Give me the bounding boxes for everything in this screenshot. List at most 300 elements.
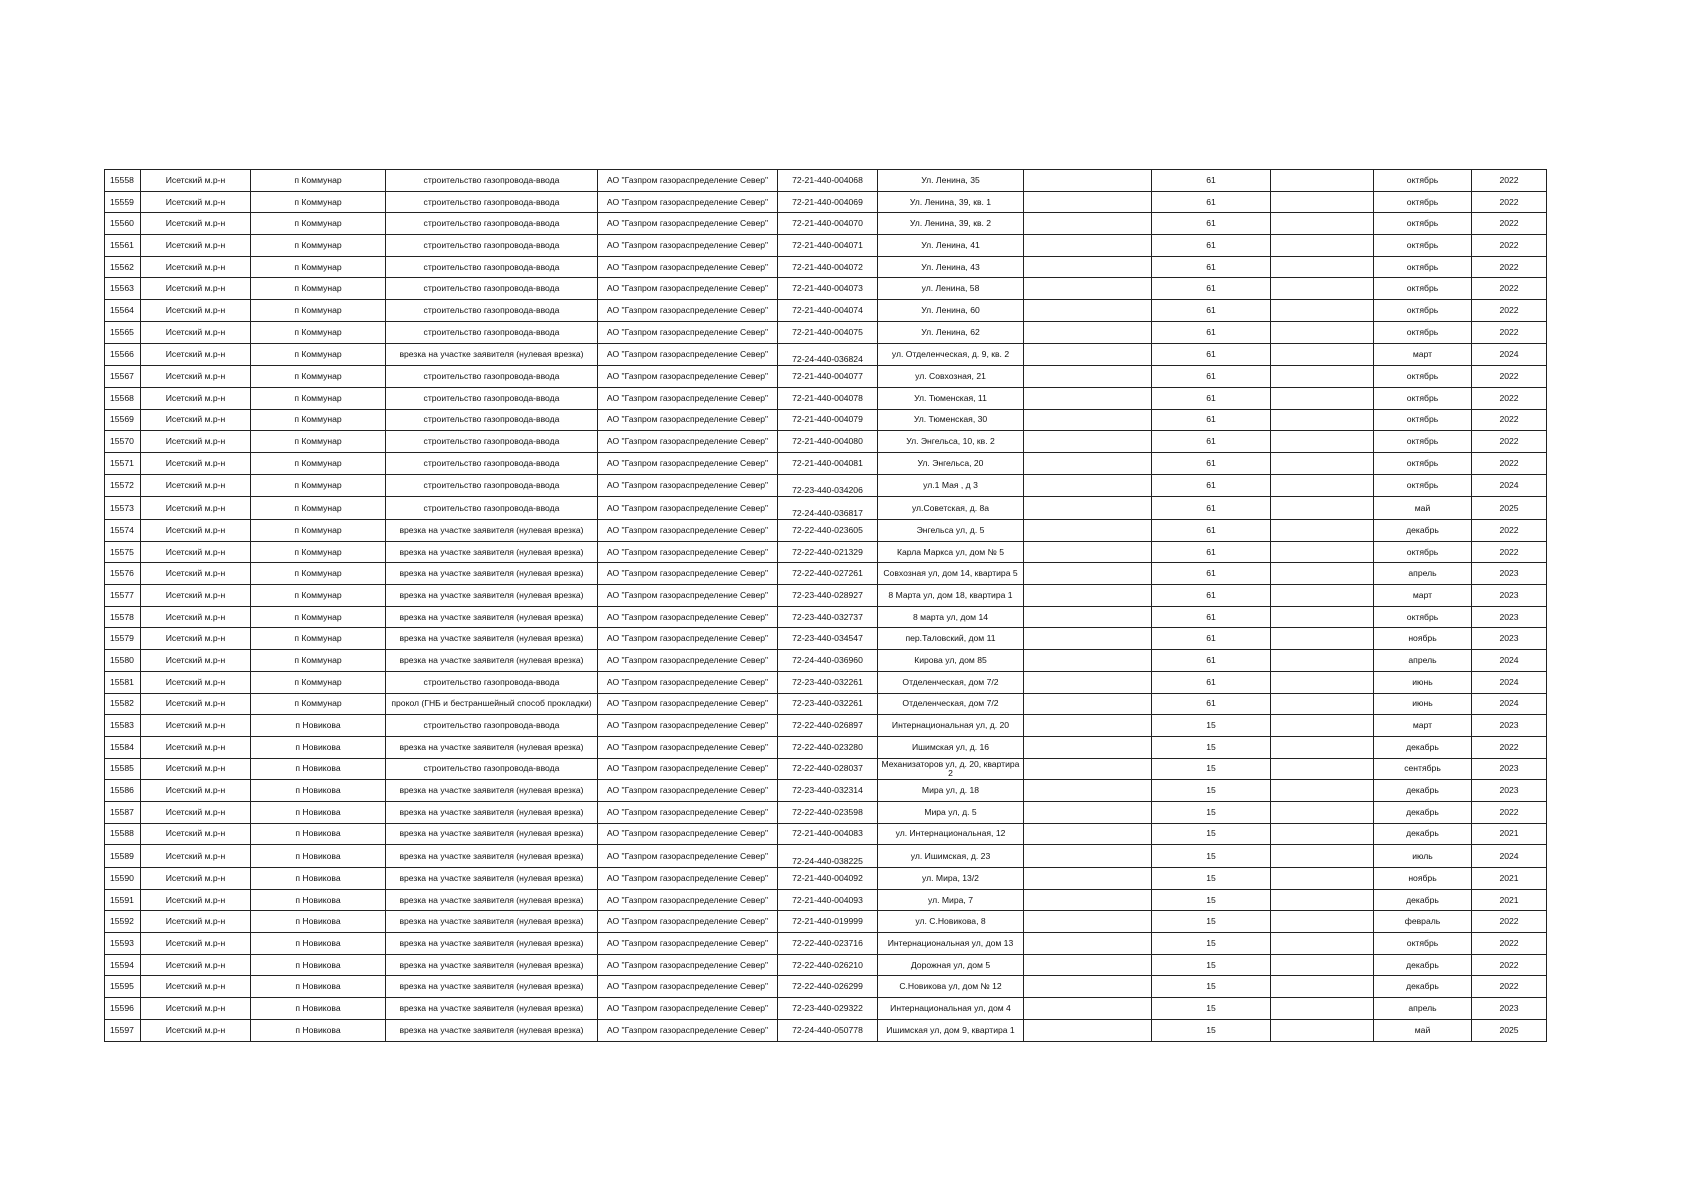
year-cell: 2022 xyxy=(1472,278,1547,300)
district-cell: Исетский м.р-н xyxy=(141,474,251,497)
row-number-cell: 15597 xyxy=(105,1019,141,1041)
month-cell: декабрь xyxy=(1374,976,1472,998)
organization-cell: АО "Газпром газораспределение Север" xyxy=(598,889,778,911)
organization-cell: АО "Газпром газораспределение Север" xyxy=(598,606,778,628)
settlement-cell: п Новикова xyxy=(251,780,386,802)
district-cell: Исетский м.р-н xyxy=(141,366,251,388)
district-cell: Исетский м.р-н xyxy=(141,520,251,542)
organization-cell: АО "Газпром газораспределение Север" xyxy=(598,671,778,693)
count-cell: 61 xyxy=(1152,671,1271,693)
count-cell: 61 xyxy=(1152,278,1271,300)
empty-cell xyxy=(1271,715,1374,737)
settlement-cell: п Новикова xyxy=(251,976,386,998)
count-cell: 15 xyxy=(1152,780,1271,802)
year-cell: 2022 xyxy=(1472,321,1547,343)
code-cell: 72-24-440-050778 xyxy=(778,1019,878,1041)
code-cell: 72-21-440-004069 xyxy=(778,191,878,213)
empty-cell xyxy=(1271,801,1374,823)
district-cell: Исетский м.р-н xyxy=(141,823,251,845)
table-row xyxy=(105,431,1547,453)
empty-cell xyxy=(1024,758,1152,780)
month-cell: июль xyxy=(1374,845,1472,868)
district-cell: Исетский м.р-н xyxy=(141,801,251,823)
code-cell: 72-21-440-019999 xyxy=(778,911,878,933)
district-cell: Исетский м.р-н xyxy=(141,585,251,607)
year-cell: 2023 xyxy=(1472,715,1547,737)
month-cell: октябрь xyxy=(1374,933,1472,955)
empty-cell xyxy=(1024,585,1152,607)
empty-cell xyxy=(1024,474,1152,497)
table-row xyxy=(105,235,1547,257)
row-number-cell: 15578 xyxy=(105,606,141,628)
data-table xyxy=(104,169,1547,1042)
empty-cell xyxy=(1024,541,1152,563)
work-type-cell: врезка на участке заявителя (нулевая врезка) xyxy=(386,823,598,845)
count-cell: 15 xyxy=(1152,758,1271,780)
empty-cell xyxy=(1271,1019,1374,1041)
table-row xyxy=(105,606,1547,628)
empty-cell xyxy=(1024,671,1152,693)
year-cell: 2024 xyxy=(1472,650,1547,672)
organization-cell: АО "Газпром газораспределение Север" xyxy=(598,300,778,322)
empty-cell xyxy=(1271,780,1374,802)
settlement-cell: п Коммунар xyxy=(251,321,386,343)
count-cell: 61 xyxy=(1152,520,1271,542)
settlement-cell: п Коммунар xyxy=(251,170,386,192)
row-number-cell: 15569 xyxy=(105,409,141,431)
empty-cell xyxy=(1271,889,1374,911)
empty-cell xyxy=(1024,563,1152,585)
table-row xyxy=(105,715,1547,737)
table-row xyxy=(105,736,1547,758)
address-cell: Ул. Ленина, 62 xyxy=(878,321,1024,343)
code-cell: 72-22-440-023716 xyxy=(778,933,878,955)
organization-cell: АО "Газпром газораспределение Север" xyxy=(598,801,778,823)
table-row xyxy=(105,343,1547,366)
table-row xyxy=(105,563,1547,585)
organization-cell: АО "Газпром газораспределение Север" xyxy=(598,868,778,890)
address-cell: Карла Маркса ул, дом № 5 xyxy=(878,541,1024,563)
code-cell: 72-21-440-004078 xyxy=(778,387,878,409)
empty-cell xyxy=(1024,343,1152,366)
code-cell: 72-21-440-004081 xyxy=(778,452,878,474)
code-cell: 72-21-440-004083 xyxy=(778,823,878,845)
settlement-cell: п Коммунар xyxy=(251,213,386,235)
settlement-cell: п Новикова xyxy=(251,889,386,911)
table-row xyxy=(105,868,1547,890)
row-number-cell: 15588 xyxy=(105,823,141,845)
code-cell: 72-23-440-032261 xyxy=(778,671,878,693)
year-cell: 2022 xyxy=(1472,954,1547,976)
empty-cell xyxy=(1271,497,1374,520)
settlement-cell: п Новикова xyxy=(251,736,386,758)
work-type-cell: врезка на участке заявителя (нулевая врезка) xyxy=(386,889,598,911)
district-cell: Исетский м.р-н xyxy=(141,321,251,343)
year-cell: 2022 xyxy=(1472,976,1547,998)
year-cell: 2024 xyxy=(1472,845,1547,868)
row-number-cell: 15575 xyxy=(105,541,141,563)
empty-cell xyxy=(1271,300,1374,322)
empty-cell xyxy=(1271,758,1374,780)
table-row xyxy=(105,954,1547,976)
empty-cell xyxy=(1024,801,1152,823)
code-cell: 72-22-440-028037 xyxy=(778,758,878,780)
count-cell: 61 xyxy=(1152,474,1271,497)
empty-cell xyxy=(1271,606,1374,628)
empty-cell xyxy=(1271,474,1374,497)
work-type-cell: строительство газопровода-ввода xyxy=(386,497,598,520)
empty-cell xyxy=(1024,736,1152,758)
count-cell: 15 xyxy=(1152,736,1271,758)
row-number-cell: 15595 xyxy=(105,976,141,998)
empty-cell xyxy=(1024,693,1152,715)
empty-cell xyxy=(1271,911,1374,933)
address-cell: ул.Советская, д. 8а xyxy=(878,497,1024,520)
row-number-cell: 15571 xyxy=(105,452,141,474)
table-row xyxy=(105,409,1547,431)
empty-cell xyxy=(1271,736,1374,758)
address-cell: Ишимская ул, д. 16 xyxy=(878,736,1024,758)
table-row xyxy=(105,693,1547,715)
table-row xyxy=(105,191,1547,213)
settlement-cell: п Коммунар xyxy=(251,278,386,300)
work-type-cell: строительство газопровода-ввода xyxy=(386,321,598,343)
count-cell: 61 xyxy=(1152,563,1271,585)
year-cell: 2024 xyxy=(1472,474,1547,497)
row-number-cell: 15559 xyxy=(105,191,141,213)
code-cell: 72-23-440-032261 xyxy=(778,693,878,715)
count-cell: 61 xyxy=(1152,606,1271,628)
empty-cell xyxy=(1271,998,1374,1020)
row-number-cell: 15581 xyxy=(105,671,141,693)
empty-cell xyxy=(1024,845,1152,868)
work-type-cell: врезка на участке заявителя (нулевая врезка) xyxy=(386,541,598,563)
work-type-cell: строительство газопровода-ввода xyxy=(386,387,598,409)
row-number-cell: 15589 xyxy=(105,845,141,868)
address-cell: пер.Таловский, дом 11 xyxy=(878,628,1024,650)
empty-cell xyxy=(1024,976,1152,998)
district-cell: Исетский м.р-н xyxy=(141,452,251,474)
work-type-cell: строительство газопровода-ввода xyxy=(386,191,598,213)
row-number-cell: 15590 xyxy=(105,868,141,890)
organization-cell: АО "Газпром газораспределение Север" xyxy=(598,452,778,474)
month-cell: октябрь xyxy=(1374,170,1472,192)
table-row xyxy=(105,278,1547,300)
month-cell: декабрь xyxy=(1374,520,1472,542)
count-cell: 61 xyxy=(1152,431,1271,453)
empty-cell xyxy=(1024,366,1152,388)
year-cell: 2023 xyxy=(1472,585,1547,607)
empty-cell xyxy=(1271,933,1374,955)
work-type-cell: врезка на участке заявителя (нулевая врезка) xyxy=(386,976,598,998)
district-cell: Исетский м.р-н xyxy=(141,170,251,192)
month-cell: октябрь xyxy=(1374,213,1472,235)
year-cell: 2023 xyxy=(1472,780,1547,802)
work-type-cell: строительство газопровода-ввода xyxy=(386,452,598,474)
row-number-cell: 15567 xyxy=(105,366,141,388)
year-cell: 2022 xyxy=(1472,409,1547,431)
organization-cell: АО "Газпром газораспределение Север" xyxy=(598,693,778,715)
count-cell: 61 xyxy=(1152,300,1271,322)
settlement-cell: п Новикова xyxy=(251,868,386,890)
empty-cell xyxy=(1271,823,1374,845)
count-cell: 15 xyxy=(1152,845,1271,868)
organization-cell: АО "Газпром газораспределение Север" xyxy=(598,650,778,672)
organization-cell: АО "Газпром газораспределение Север" xyxy=(598,628,778,650)
year-cell: 2022 xyxy=(1472,256,1547,278)
address-cell: Интернациональная ул, д. 20 xyxy=(878,715,1024,737)
district-cell: Исетский м.р-н xyxy=(141,387,251,409)
organization-cell: АО "Газпром газораспределение Север" xyxy=(598,431,778,453)
row-number-cell: 15583 xyxy=(105,715,141,737)
settlement-cell: п Коммунар xyxy=(251,343,386,366)
district-cell: Исетский м.р-н xyxy=(141,213,251,235)
district-cell: Исетский м.р-н xyxy=(141,780,251,802)
work-type-cell: врезка на участке заявителя (нулевая врезка) xyxy=(386,585,598,607)
month-cell: октябрь xyxy=(1374,606,1472,628)
organization-cell: АО "Газпром газораспределение Север" xyxy=(598,758,778,780)
address-cell: ул. Мира, 7 xyxy=(878,889,1024,911)
organization-cell: АО "Газпром газораспределение Север" xyxy=(598,366,778,388)
table-row xyxy=(105,628,1547,650)
address-cell: Ул. Ленина, 41 xyxy=(878,235,1024,257)
count-cell: 61 xyxy=(1152,256,1271,278)
work-type-cell: врезка на участке заявителя (нулевая врезка) xyxy=(386,520,598,542)
settlement-cell: п Коммунар xyxy=(251,256,386,278)
month-cell: ноябрь xyxy=(1374,628,1472,650)
address-cell: ул. Интернациональная, 12 xyxy=(878,823,1024,845)
empty-cell xyxy=(1271,343,1374,366)
empty-cell xyxy=(1024,452,1152,474)
organization-cell: АО "Газпром газораспределение Север" xyxy=(598,823,778,845)
organization-cell: АО "Газпром газораспределение Север" xyxy=(598,321,778,343)
year-cell: 2025 xyxy=(1472,497,1547,520)
address-cell: Ул. Ленина, 39, кв. 2 xyxy=(878,213,1024,235)
organization-cell: АО "Газпром газораспределение Север" xyxy=(598,780,778,802)
count-cell: 15 xyxy=(1152,1019,1271,1041)
work-type-cell: строительство газопровода-ввода xyxy=(386,278,598,300)
work-type-cell: врезка на участке заявителя (нулевая врезка) xyxy=(386,628,598,650)
empty-cell xyxy=(1271,976,1374,998)
address-cell: ул. Отделенческая, д. 9, кв. 2 xyxy=(878,343,1024,366)
code-cell: 72-21-440-004075 xyxy=(778,321,878,343)
address-cell: С.Новикова ул, дом № 12 xyxy=(878,976,1024,998)
row-number-cell: 15576 xyxy=(105,563,141,585)
table-row xyxy=(105,911,1547,933)
table-row xyxy=(105,497,1547,520)
address-cell: Ул. Тюменская, 30 xyxy=(878,409,1024,431)
address-cell: Отделенческая, дом 7/2 xyxy=(878,693,1024,715)
empty-cell xyxy=(1024,889,1152,911)
table-row xyxy=(105,823,1547,845)
empty-cell xyxy=(1271,170,1374,192)
work-type-cell: врезка на участке заявителя (нулевая врезка) xyxy=(386,845,598,868)
row-number-cell: 15561 xyxy=(105,235,141,257)
row-number-cell: 15585 xyxy=(105,758,141,780)
code-cell: 72-21-440-004068 xyxy=(778,170,878,192)
month-cell: октябрь xyxy=(1374,366,1472,388)
organization-cell: АО "Газпром газораспределение Север" xyxy=(598,911,778,933)
district-cell: Исетский м.р-н xyxy=(141,715,251,737)
address-cell: Совхозная ул, дом 14, квартира 5 xyxy=(878,563,1024,585)
month-cell: декабрь xyxy=(1374,954,1472,976)
table-row xyxy=(105,998,1547,1020)
address-cell: Ул. Ленина, 39, кв. 1 xyxy=(878,191,1024,213)
settlement-cell: п Коммунар xyxy=(251,563,386,585)
code-cell: 72-23-440-029322 xyxy=(778,998,878,1020)
month-cell: июнь xyxy=(1374,693,1472,715)
row-number-cell: 15566 xyxy=(105,343,141,366)
table-row xyxy=(105,452,1547,474)
row-number-cell: 15558 xyxy=(105,170,141,192)
empty-cell xyxy=(1271,845,1374,868)
code-cell: 72-24-440-036960 xyxy=(778,650,878,672)
year-cell: 2022 xyxy=(1472,801,1547,823)
work-type-cell: врезка на участке заявителя (нулевая врезка) xyxy=(386,911,598,933)
table-row xyxy=(105,780,1547,802)
year-cell: 2022 xyxy=(1472,170,1547,192)
empty-cell xyxy=(1024,606,1152,628)
month-cell: июнь xyxy=(1374,671,1472,693)
work-type-cell: строительство газопровода-ввода xyxy=(386,671,598,693)
code-cell: 72-21-440-004072 xyxy=(778,256,878,278)
month-cell: октябрь xyxy=(1374,278,1472,300)
table-row xyxy=(105,366,1547,388)
address-cell: Мира ул, д. 18 xyxy=(878,780,1024,802)
district-cell: Исетский м.р-н xyxy=(141,954,251,976)
empty-cell xyxy=(1271,671,1374,693)
organization-cell: АО "Газпром газораспределение Север" xyxy=(598,191,778,213)
year-cell: 2023 xyxy=(1472,758,1547,780)
settlement-cell: п Коммунар xyxy=(251,474,386,497)
row-number-cell: 15565 xyxy=(105,321,141,343)
count-cell: 61 xyxy=(1152,541,1271,563)
year-cell: 2022 xyxy=(1472,933,1547,955)
month-cell: февраль xyxy=(1374,911,1472,933)
settlement-cell: п Новикова xyxy=(251,845,386,868)
month-cell: апрель xyxy=(1374,998,1472,1020)
table-row xyxy=(105,321,1547,343)
count-cell: 61 xyxy=(1152,213,1271,235)
code-cell: 72-23-440-034206 xyxy=(778,474,878,497)
table-row xyxy=(105,1019,1547,1041)
year-cell: 2021 xyxy=(1472,823,1547,845)
month-cell: октябрь xyxy=(1374,235,1472,257)
count-cell: 61 xyxy=(1152,497,1271,520)
empty-cell xyxy=(1271,520,1374,542)
row-number-cell: 15582 xyxy=(105,693,141,715)
month-cell: октябрь xyxy=(1374,387,1472,409)
count-cell: 61 xyxy=(1152,191,1271,213)
code-cell: 72-22-440-023605 xyxy=(778,520,878,542)
work-type-cell: прокол (ГНБ и бестраншейный способ прокладки) xyxy=(386,693,598,715)
table-row xyxy=(105,889,1547,911)
row-number-cell: 15584 xyxy=(105,736,141,758)
year-cell: 2023 xyxy=(1472,628,1547,650)
empty-cell xyxy=(1024,300,1152,322)
address-cell: Ул. Энгельса, 20 xyxy=(878,452,1024,474)
month-cell: декабрь xyxy=(1374,889,1472,911)
district-cell: Исетский м.р-н xyxy=(141,889,251,911)
settlement-cell: п Новикова xyxy=(251,998,386,1020)
district-cell: Исетский м.р-н xyxy=(141,235,251,257)
work-type-cell: врезка на участке заявителя (нулевая врезка) xyxy=(386,868,598,890)
count-cell: 15 xyxy=(1152,911,1271,933)
empty-cell xyxy=(1024,868,1152,890)
organization-cell: АО "Газпром газораспределение Север" xyxy=(598,954,778,976)
table-row xyxy=(105,845,1547,868)
code-cell: 72-24-440-038225 xyxy=(778,845,878,868)
count-cell: 61 xyxy=(1152,366,1271,388)
district-cell: Исетский м.р-н xyxy=(141,541,251,563)
settlement-cell: п Коммунар xyxy=(251,366,386,388)
district-cell: Исетский м.р-н xyxy=(141,256,251,278)
empty-cell xyxy=(1271,693,1374,715)
empty-cell xyxy=(1271,213,1374,235)
table-row xyxy=(105,256,1547,278)
settlement-cell: п Новикова xyxy=(251,911,386,933)
work-type-cell: врезка на участке заявителя (нулевая врезка) xyxy=(386,343,598,366)
count-cell: 61 xyxy=(1152,321,1271,343)
district-cell: Исетский м.р-н xyxy=(141,758,251,780)
empty-cell xyxy=(1024,278,1152,300)
month-cell: октябрь xyxy=(1374,431,1472,453)
count-cell: 15 xyxy=(1152,933,1271,955)
organization-cell: АО "Газпром газораспределение Север" xyxy=(598,998,778,1020)
empty-cell xyxy=(1024,650,1152,672)
month-cell: декабрь xyxy=(1374,780,1472,802)
count-cell: 61 xyxy=(1152,585,1271,607)
code-cell: 72-22-440-023280 xyxy=(778,736,878,758)
code-cell: 72-21-440-004092 xyxy=(778,868,878,890)
row-number-cell: 15587 xyxy=(105,801,141,823)
work-type-cell: врезка на участке заявителя (нулевая врезка) xyxy=(386,954,598,976)
settlement-cell: п Коммунар xyxy=(251,409,386,431)
organization-cell: АО "Газпром газораспределение Север" xyxy=(598,845,778,868)
organization-cell: АО "Газпром газораспределение Север" xyxy=(598,497,778,520)
year-cell: 2023 xyxy=(1472,563,1547,585)
settlement-cell: п Коммунар xyxy=(251,497,386,520)
work-type-cell: строительство газопровода-ввода xyxy=(386,256,598,278)
table-row xyxy=(105,671,1547,693)
settlement-cell: п Новикова xyxy=(251,715,386,737)
organization-cell: АО "Газпром газораспределение Север" xyxy=(598,976,778,998)
year-cell: 2025 xyxy=(1472,1019,1547,1041)
address-cell: Ул. Энгельса, 10, кв. 2 xyxy=(878,431,1024,453)
table-row xyxy=(105,170,1547,192)
work-type-cell: строительство газопровода-ввода xyxy=(386,431,598,453)
work-type-cell: строительство газопровода-ввода xyxy=(386,715,598,737)
table-row xyxy=(105,758,1547,780)
empty-cell xyxy=(1024,497,1152,520)
code-cell: 72-21-440-004080 xyxy=(778,431,878,453)
year-cell: 2022 xyxy=(1472,452,1547,474)
district-cell: Исетский м.р-н xyxy=(141,431,251,453)
year-cell: 2022 xyxy=(1472,387,1547,409)
district-cell: Исетский м.р-н xyxy=(141,409,251,431)
settlement-cell: п Коммунар xyxy=(251,191,386,213)
code-cell: 72-23-440-032314 xyxy=(778,780,878,802)
address-cell: Механизаторов ул, д. 20, квартира 2 xyxy=(878,758,1024,780)
organization-cell: АО "Газпром газораспределение Север" xyxy=(598,170,778,192)
organization-cell: АО "Газпром газораспределение Север" xyxy=(598,541,778,563)
district-cell: Исетский м.р-н xyxy=(141,300,251,322)
row-number-cell: 15570 xyxy=(105,431,141,453)
row-number-cell: 15574 xyxy=(105,520,141,542)
organization-cell: АО "Газпром газораспределение Север" xyxy=(598,256,778,278)
code-cell: 72-21-440-004070 xyxy=(778,213,878,235)
empty-cell xyxy=(1024,823,1152,845)
